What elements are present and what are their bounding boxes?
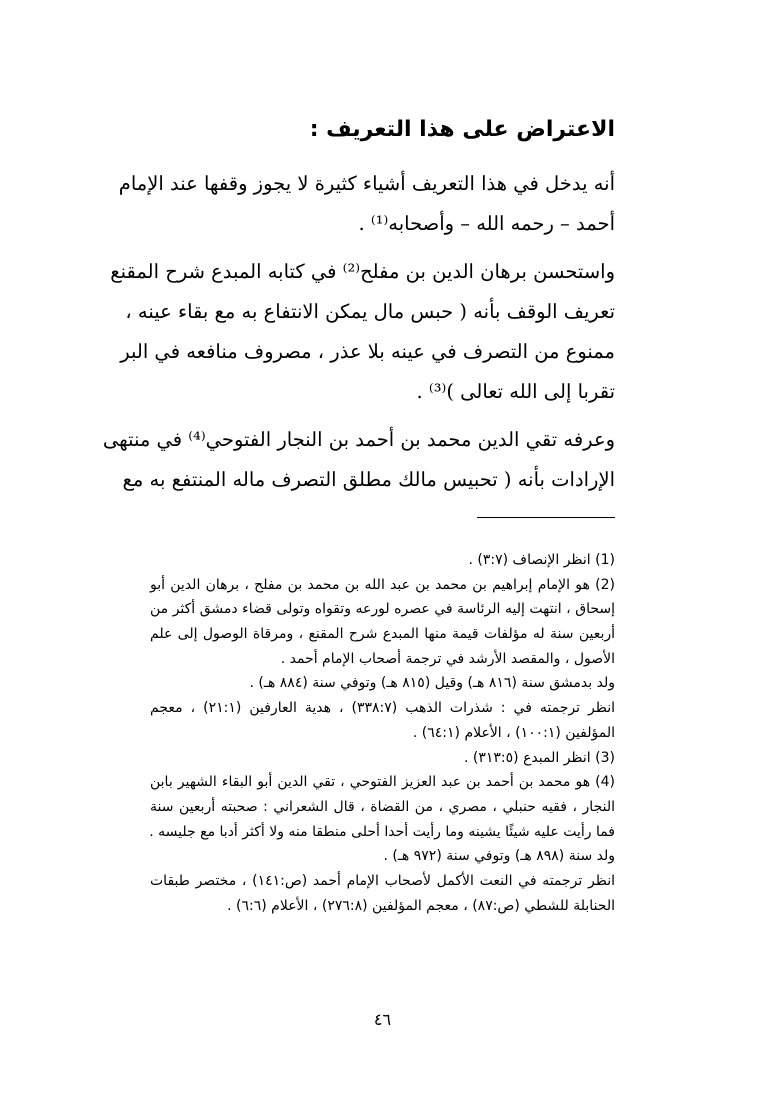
footnote (150, 869, 615, 918)
footnote-line: إسحاق ، انتهت إليه الرئاسة في عصره لورعه وتقواه وتولى قضاء دمشق أكثر من (150, 601, 615, 618)
footnote-line: ولد بدمشق سنة (٨١٦ هـ) وقيل (٨١٥ هـ) وتوفي سنة (٨٨٤ هـ) . (249, 675, 615, 692)
footnotes (150, 548, 615, 918)
footnote (150, 696, 615, 745)
footnote (150, 844, 615, 869)
footnote-line: المؤلفين (١٠٠:١) ، الأعلام (٦٤:١) . (412, 724, 615, 741)
section-heading: الاعتراض على هذا التعريف : (309, 117, 615, 142)
footnote-line: انظر ترجمته في : شذرات الذهب (٣٣٨:٧) ، هدية العارفين (٢١:١) ، معجم (150, 700, 615, 717)
footnote-line: (2) هو الإمام إبراهيم بن محمد بن عبد الله بن محمد بن مفلح ، برهان الدين أبو (150, 576, 615, 593)
footnote (150, 746, 615, 771)
text-line: أحمد – رحمه الله – وأصحابه⁽¹⁾ . (358, 212, 615, 235)
footnote-line: النجار ، فقيه حنبلي ، مصري ، من القضاة ، قال الشعراني : صحبته أربعين سنة (150, 798, 615, 815)
paragraph (110, 252, 615, 412)
main-text (102, 164, 615, 508)
text-line: تعريف الوقف بأنه ( حبس مال يمكن الانتفاع به مع بقاء عينه ، (125, 300, 615, 323)
text-line: واستحسن برهان الدين بن مفلح⁽²⁾ في كتابه المبدع شرح المقنع (110, 260, 615, 283)
footnote (150, 573, 615, 672)
footnote-line: (3) انظر المبدع (٣١٣:٥) . (463, 749, 615, 766)
page-number: ٤٦ (373, 1010, 392, 1029)
footnote-line: انظر ترجمته في النعت الأكمل لأصحاب الإمام أحمد (ص:١٤١) ، مختصر طبقات (150, 872, 615, 889)
footnote-line: الأصول ، والمقصد الأرشد في ترجمة أصحاب الإمام أحمد . (280, 650, 615, 667)
footnote-line: (1) انظر الإنصاف (٣:٧) . (468, 552, 615, 568)
paragraph (102, 420, 615, 500)
text-line: الإرادات بأنه ( تحبيس مالك مطلق التصرف ماله المنتفع به مع (122, 468, 615, 491)
footnote-separator (477, 517, 615, 518)
footnote (150, 770, 615, 844)
footnote-line: فما رأيت عليه شيئًا يشينه وما رأيت أحدا أحلى منطقا منه ولا أكثر أدبا مع جليسه . (149, 823, 615, 840)
text-line: تقربا إلى الله تعالى )⁽³⁾ . (416, 380, 615, 403)
text-line: أنه يدخل في هذا التعريف أشياء كثيرة لا يجوز وقفها عند الإمام (118, 172, 615, 195)
footnote-line: ولد سنة (٨٩٨ هـ) وتوفي سنة (٩٧٢ هـ) . (383, 848, 615, 865)
paragraph (118, 164, 615, 244)
footnote (150, 671, 615, 696)
footnote-line: (4) هو محمد بن أحمد بن عبد العزيز الفتوحي ، تقي الدين أبو البقاء الشهير بابن (150, 774, 615, 791)
text-line: وعرفه تقي الدين محمد بن أحمد بن النجار الفتوحي⁽⁴⁾ في منتهى (102, 428, 615, 451)
text-line: ممنوع من التصرف في عينه بلا عذر ، مصروف منافعه في البر (120, 340, 615, 363)
footnote-line: أربعين سنة له مؤلفات قيمة منها المبدع شرح المقنع ، ومرقاة الوصول إلى علم (150, 626, 615, 643)
footnote (150, 548, 615, 573)
footnote-line: الحنابلة للشطي (ص:٨٧) ، معجم المؤلفين (٢٧٦:٨) ، الأعلام (٦:٦) . (227, 897, 615, 914)
